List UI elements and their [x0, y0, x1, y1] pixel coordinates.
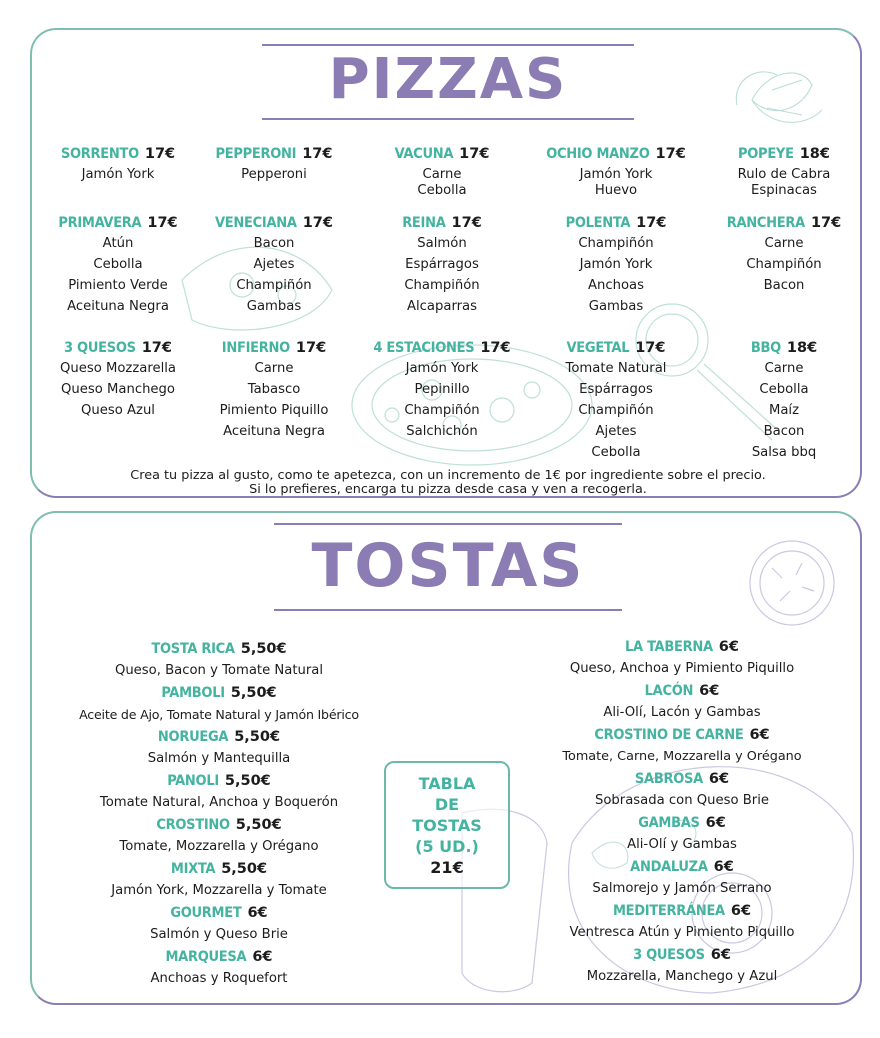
pizza-item: [186, 144, 362, 185]
tabla-line-1: TABLA: [418, 774, 476, 793]
pizza-ingredient: Pepperoni: [241, 167, 307, 182]
tostas-right-column: [502, 636, 862, 988]
pizza-ingredient: Atún: [102, 236, 134, 251]
tosta-price: 5,50€: [230, 685, 277, 701]
tosta-name: LACÓN: [644, 683, 694, 699]
tosta-name: MIXTA: [170, 861, 216, 877]
pizza-item: [186, 213, 362, 317]
pizza-ingredient: Jamón York: [405, 361, 479, 376]
pizza-ingredient: Alcaparras: [406, 299, 478, 314]
pizza-item: [696, 213, 872, 296]
pizza-name: OCHIO MANZO: [546, 146, 650, 162]
tosta-price: 6€: [705, 815, 726, 831]
pizza-name: VACUNA: [394, 146, 454, 162]
tosta-name: 3 QUESOS: [633, 947, 705, 963]
pizzas-note-line-2: Si lo prefieres, encarga tu pizza desde casa y ven a recogerla.: [249, 482, 647, 497]
tosta-description: Salmón y Queso Brie: [150, 927, 288, 942]
tosta-price: 5,50€: [235, 817, 282, 833]
pizza-item: [30, 213, 206, 317]
pizza-item: [354, 338, 530, 442]
pizza-ingredient: Champiñón: [236, 278, 312, 293]
pizza-name: 3 QUESOS: [64, 340, 136, 356]
tostas-title: TOSTAS: [311, 531, 585, 601]
pizzas-note-line-1: Crea tu pizza al gusto, como te apetezca, con un incremento de 1€ por ingrediente sobre el precio.: [130, 468, 766, 483]
tosta-name: PANOLI: [167, 773, 219, 789]
pizza-price: 17€: [480, 340, 511, 356]
tosta-item: [29, 726, 409, 770]
tosta-price: 6€: [718, 639, 739, 655]
pizza-item: [528, 338, 704, 463]
pizza-ingredient: Espinacas: [751, 183, 817, 198]
pizza-ingredient: Champiñón: [746, 257, 822, 272]
pizza-ingredient: Huevo: [594, 183, 638, 198]
pizza-name: INFIERNO: [221, 340, 290, 356]
pizza-price: 17€: [635, 340, 666, 356]
pizza-ingredient: Carne: [254, 361, 294, 376]
tosta-item: [502, 856, 862, 900]
tosta-item: [502, 768, 862, 812]
tosta-name: GAMBAS: [638, 815, 700, 831]
pizza-price: 17€: [144, 146, 176, 162]
pizza-name: SORRENTO: [60, 146, 139, 162]
tabla-line-2: DE: [434, 795, 460, 814]
pizza-ingredient: Queso Mozzarella: [59, 361, 176, 376]
tostas-left-column: [29, 638, 409, 990]
pizza-ingredient: Espárragos: [579, 382, 653, 397]
pizza-item: [354, 213, 530, 317]
pizza-item: [30, 338, 206, 421]
tosta-price: 5,50€: [234, 729, 281, 745]
tosta-item: [29, 858, 409, 902]
tosta-description: Ventresca Atún y Pimiento Piquillo: [569, 925, 795, 940]
tosta-name: TOSTA RICA: [151, 641, 235, 657]
pizza-price: 17€: [459, 146, 490, 162]
pizza-ingredient: Gambas: [246, 299, 302, 314]
pizza-name: POLENTA: [565, 215, 631, 231]
tabla-de-tostas-box: [384, 761, 510, 889]
pizza-ingredient: Champiñón: [578, 403, 654, 418]
tosta-description: Salmorejo y Jamón Serrano: [592, 881, 772, 896]
pizza-ingredient: Anchoas: [587, 278, 644, 293]
pizza-ingredient: Ajetes: [253, 257, 295, 272]
pizzas-title: PIZZAS: [328, 47, 568, 112]
tosta-description: Mozzarella, Manchego y Azul: [586, 969, 778, 984]
pizza-ingredient: Aceituna Negra: [67, 299, 169, 314]
pizzas-bottom-rule: [262, 118, 634, 120]
tosta-item: [502, 724, 862, 768]
pizza-ingredient: Gambas: [588, 299, 644, 314]
pizza-ingredient: Bacon: [763, 424, 805, 439]
tosta-price: 6€: [713, 859, 734, 875]
tosta-price: 6€: [252, 949, 273, 965]
pizza-item: [354, 144, 530, 198]
pizza-ingredient: Salsa bbq: [751, 445, 817, 460]
pizza-price: 17€: [655, 146, 686, 162]
pizza-price: 17€: [636, 215, 667, 231]
pizza-ingredient: Pimiento Verde: [68, 278, 168, 293]
tosta-price: 5,50€: [240, 641, 287, 657]
pizza-ingredient: Champiñón: [404, 403, 480, 418]
pizza-item: [186, 338, 362, 442]
tabla-line-3: TOSTAS: [412, 816, 482, 835]
pizza-ingredient: Bacon: [253, 236, 295, 251]
tosta-name: LA TABERNA: [625, 639, 713, 655]
pizza-ingredient: Aceituna Negra: [223, 424, 325, 439]
tosta-name: PAMBOLI: [161, 685, 225, 701]
pizza-item: [528, 144, 704, 198]
pizza-ingredient: Pepinillo: [414, 382, 470, 397]
pizza-name: VEGETAL: [566, 340, 630, 356]
pizzas-panel: [30, 28, 862, 498]
pizza-name: PRIMAVERA: [58, 215, 142, 231]
tosta-item: [502, 680, 862, 724]
pizza-ingredient: Champiñón: [578, 236, 654, 251]
pizza-name: REINA: [402, 215, 446, 231]
pizza-item: [696, 338, 872, 463]
tosta-description: Anchoas y Roquefort: [150, 971, 288, 986]
pizza-name: POPEYE: [738, 146, 794, 162]
tosta-item: [29, 770, 409, 814]
pizza-ingredient: Carne: [764, 361, 804, 376]
pizza-name: PEPPERONI: [215, 146, 297, 162]
pizza-ingredient: Cebolla: [93, 257, 143, 272]
tosta-description: Queso, Anchoa y Pimiento Piquillo: [569, 661, 795, 676]
pizza-ingredient: Salchichón: [406, 424, 478, 439]
pizza-name: 4 ESTACIONES: [373, 340, 475, 356]
pizza-ingredient: Ajetes: [595, 424, 637, 439]
tosta-description: Ali-Olí y Gambas: [627, 837, 737, 852]
pizza-item: [30, 144, 206, 185]
pizza-ingredient: Queso Azul: [81, 403, 155, 418]
pizza-ingredient: Jamón York: [579, 167, 653, 182]
tosta-price: 6€: [749, 727, 770, 743]
pizza-price: 17€: [451, 215, 482, 231]
tosta-description: Salmón y Mantequilla: [147, 751, 291, 766]
tosta-description: Sobrasada con Queso Brie: [594, 793, 769, 808]
tosta-description: Tomate Natural, Anchoa y Boquerón: [99, 795, 339, 810]
pizza-ingredient: Maíz: [768, 403, 800, 418]
tosta-item: [29, 902, 409, 946]
tosta-description: Tomate, Mozzarella y Orégano: [119, 839, 319, 854]
tosta-price: 6€: [699, 683, 720, 699]
pizza-ingredient: Tabasco: [247, 382, 301, 397]
pizza-ingredient: Cebolla: [759, 382, 809, 397]
pizza-price: 17€: [302, 215, 333, 231]
tosta-item: [29, 814, 409, 858]
tosta-name: SABROSA: [634, 771, 703, 787]
pizza-ingredient: Jamón York: [81, 167, 155, 182]
tostas-bottom-rule: [274, 609, 622, 611]
pizza-ingredient: Carne: [764, 236, 804, 251]
tabla-price: 21€: [430, 858, 464, 877]
tosta-item: [29, 682, 409, 726]
tosta-name: NORUEGA: [157, 729, 229, 745]
pizza-price: 17€: [147, 215, 178, 231]
tosta-description: Tomate, Carne, Mozzarella y Orégano: [562, 749, 802, 764]
tosta-description: Aceite de Ajo, Tomate Natural y Jamón Ibérico: [79, 707, 359, 722]
tosta-price: 6€: [710, 947, 731, 963]
tosta-price: 6€: [247, 905, 268, 921]
tosta-name: CROSTINO DE CARNE: [594, 727, 744, 743]
tosta-description: Ali-Olí, Lacón y Gambas: [603, 705, 761, 720]
tosta-item: [502, 944, 862, 988]
tosta-price: 5,50€: [224, 773, 271, 789]
tosta-description: Queso, Bacon y Tomate Natural: [114, 663, 324, 678]
pizza-item: [696, 144, 872, 198]
pizza-ingredient: Champiñón: [404, 278, 480, 293]
pizza-item: [528, 213, 704, 317]
pizza-ingredient: Espárragos: [405, 257, 479, 272]
pizza-name: BBQ: [750, 340, 781, 356]
pizza-price: 18€: [786, 340, 818, 356]
pizza-ingredient: Jamón York: [579, 257, 653, 272]
tosta-price: 6€: [730, 903, 752, 919]
tosta-price: 5,50€: [221, 861, 268, 877]
tosta-item: [29, 638, 409, 682]
pizza-ingredient: Cebolla: [417, 183, 467, 198]
pizza-ingredient: Bacon: [763, 278, 805, 293]
tosta-description: Jamón York, Mozzarella y Tomate: [111, 883, 327, 898]
pizza-name: VENECIANA: [215, 215, 297, 231]
pizza-ingredient: Cebolla: [591, 445, 641, 460]
tosta-name: MARQUESA: [165, 949, 247, 965]
pizza-price: 17€: [810, 215, 842, 231]
tosta-name: ANDALUZA: [630, 859, 708, 875]
tosta-item: [502, 812, 862, 856]
pizza-ingredient: Pimiento Piquillo: [219, 403, 329, 418]
tosta-item: [502, 900, 862, 944]
pizza-ingredient: Tomate Natural: [565, 361, 667, 376]
tosta-name: GOURMET: [170, 905, 242, 921]
pizza-price: 18€: [799, 146, 830, 162]
tosta-name: MEDITERRÁNEA: [612, 903, 725, 919]
tabla-line-4: (5 UD.): [415, 837, 479, 856]
tosta-item: [502, 636, 862, 680]
pizza-ingredient: Salmón: [417, 236, 467, 251]
tosta-price: 6€: [708, 771, 730, 787]
tostas-panel: [30, 511, 862, 1005]
pizza-price: 17€: [141, 340, 172, 356]
pizza-ingredient: Queso Manchego: [61, 382, 175, 397]
tosta-name: CROSTINO: [156, 817, 230, 833]
pizza-ingredient: Rulo de Cabra: [737, 167, 831, 182]
tosta-item: [29, 946, 409, 990]
pizza-price: 17€: [295, 340, 327, 356]
pizza-name: RANCHERA: [726, 215, 805, 231]
pizza-price: 17€: [302, 146, 333, 162]
pizza-ingredient: Carne: [422, 167, 462, 182]
